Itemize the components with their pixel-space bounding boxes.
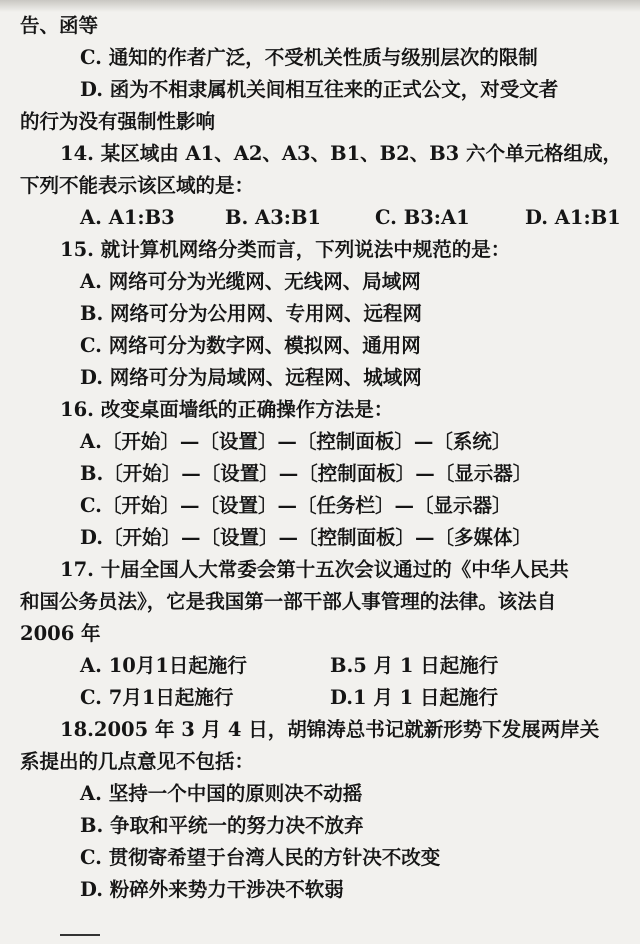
option-d: D.1 月 1 日起施行: [330, 686, 499, 709]
option-b: B.〔开始〕—〔设置〕—〔控制面板〕—〔显示器〕: [80, 462, 533, 485]
option-c: C. 7月1日起施行: [80, 686, 234, 709]
question-17-cont: 2006 年: [20, 622, 101, 645]
option-a: A. 坚持一个中国的原则决不动摇: [80, 782, 363, 805]
option-d: D. A1:B1: [525, 206, 621, 229]
question-18: 18.2005 年 3 月 4 日，胡锦涛总书记就新形势下发展两岸关: [60, 718, 600, 741]
option-c: C. 网络可分为数字网、模拟网、通用网: [80, 334, 421, 357]
option-d: D. 网络可分为局域网、远程网、城域网: [80, 366, 422, 389]
option-a: A. 网络可分为光缆网、无线网、局域网: [80, 270, 421, 293]
option-b: B. 网络可分为公用网、专用网、远程网: [80, 302, 423, 325]
option-b: B.5 月 1 日起施行: [330, 654, 499, 677]
question-14: 14. 某区域由 A1、A2、A3、B1、B2、B3 六个单元格组成，: [60, 142, 623, 165]
question-17: 17. 十届全国人大常委会第十五次会议通过的《中华人民共: [60, 558, 569, 581]
question-17-options-row1: [20, 650, 626, 682]
option-b: B. A3:B1: [225, 206, 322, 229]
question-18-cont: 系提出的几点意见不包括：: [20, 750, 255, 773]
option-b: B. 争取和平统一的努力决不放弃: [80, 814, 364, 837]
question-14-cont: 下列不能表示该区域的是：: [20, 174, 255, 197]
option-c: C. 贯彻寄希望于台湾人民的方针决不改变: [80, 846, 441, 869]
question-17-cont: 和国公务员法》，它是我国第一部干部人事管理的法律。该法自: [20, 590, 557, 613]
option-a: A. A1:B3: [80, 206, 175, 229]
question-14-options: [20, 202, 626, 234]
option-d: D.〔开始〕—〔设置〕—〔控制面板〕—〔多媒体〕: [80, 526, 533, 549]
option-a: A. 10月1日起施行: [80, 654, 247, 677]
text-line: 的行为没有强制性影响: [20, 110, 216, 133]
cut-off-text-fragment: [60, 934, 100, 944]
text-line: 告、函等: [20, 14, 99, 37]
option-d: D. 粉碎外来势力干涉决不软弱: [80, 878, 344, 901]
question-17-options-row2: [20, 682, 626, 714]
question-15: 15. 就计算机网络分类而言，下列说法中规范的是：: [60, 238, 511, 261]
option-c: C. 通知的作者广泛，不受机关性质与级别层次的限制: [80, 46, 538, 69]
option-a: A.〔开始〕—〔设置〕—〔控制面板〕—〔系统〕: [80, 430, 512, 453]
question-16: 16. 改变桌面墙纸的正确操作方法是：: [60, 398, 394, 421]
option-d: D. 函为不相隶属机关间相互往来的正式公文，对受文者: [80, 78, 559, 101]
option-c: C. B3:A1: [375, 206, 470, 229]
option-c: C.〔开始〕—〔设置〕—〔任务栏〕—〔显示器〕: [80, 494, 512, 517]
